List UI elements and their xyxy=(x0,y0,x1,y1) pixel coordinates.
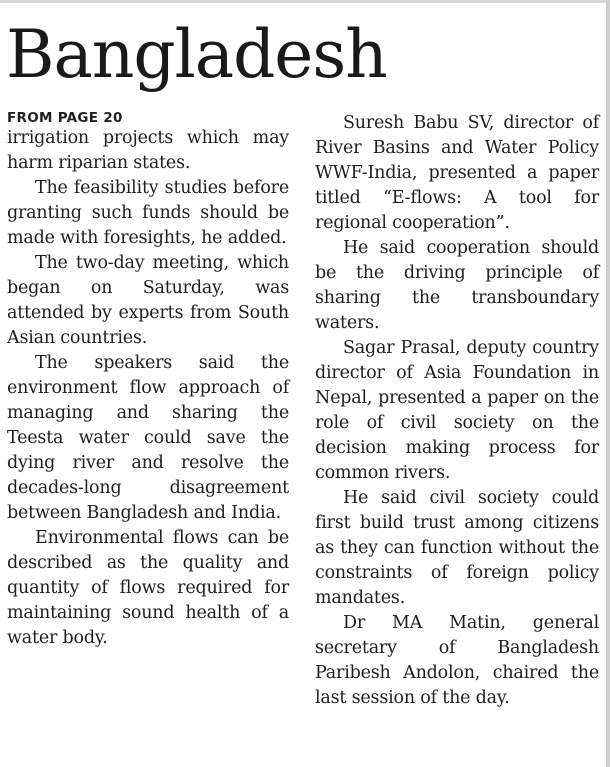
right-column xyxy=(315,111,599,711)
paragraph: Sagar Prasal, deputy country director of Asia Foundation in Nepal, presented a paper on the role of civil society on the decision making process for common rivers. xyxy=(315,338,599,483)
paragraph: Dr MA Matin, general secretary of Bangladesh Paribesh Andolon, chaired the last session of the day. xyxy=(315,613,599,708)
paragraph: Suresh Babu SV, director of River Basins and Water Policy WWF-India, presented a paper titled “E-flows: A tool for regional cooperation”. xyxy=(315,113,599,233)
top-rule xyxy=(0,0,610,3)
paragraph: irrigation projects which may harm riparian states. xyxy=(7,128,289,173)
paragraph: The two-day meeting, which began on Saturday, was attended by experts from South Asian countries. xyxy=(7,253,289,348)
right-column-rule xyxy=(606,0,610,767)
paragraph: He said cooperation should be the driving principle of sharing the transboundary waters. xyxy=(315,238,599,333)
paragraph: He said civil society could first build trust among citizens as they can function without the constraints of foreign policy mandates. xyxy=(315,488,599,608)
paragraph: The speakers said the environment flow approach of managing and sharing the Teesta water could save the dying river and resolve the decades-long disagreement between Bangladesh and India. xyxy=(7,353,289,523)
headline: Bangladesh xyxy=(6,16,387,93)
continued-from-label: FROM PAGE 20 xyxy=(7,110,123,126)
paragraph: The feasibility studies before granting such funds should be made with foresights, he added. xyxy=(7,178,289,248)
paragraph: Environmental flows can be described as the quality and quantity of flows required for maintaining sound health of a water body. xyxy=(7,528,289,648)
left-column xyxy=(7,111,289,651)
